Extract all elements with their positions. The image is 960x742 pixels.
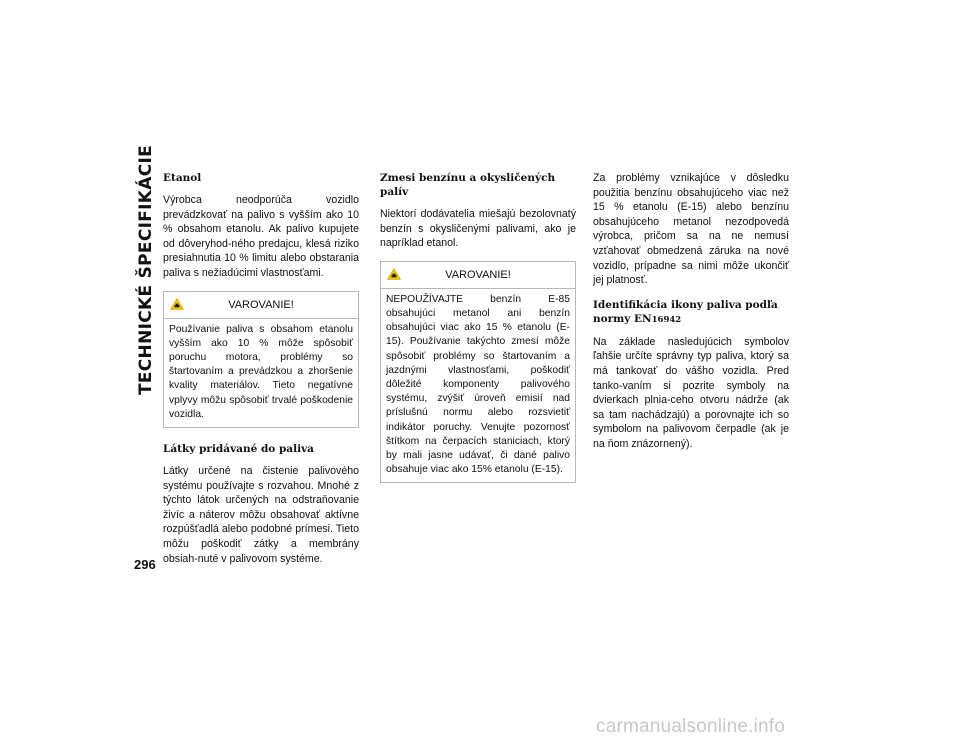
- warning-text: NEPOUŽÍVAJTE benzín E-85 obsahujúci metanol ani benzín obsahujúci viac ako 15 % etanolu (E-15). Používanie takýchto zmesí môže spôsobiť problémy so štartovaním a jazdnými vlastnosťami, poškodiť dôležité komponenty palivového systému, zvýšiť úroveň emisií nad príslušnú normu alebo rozsvietiť indikátor poruchy. Venujte pozornosť štítkom na čerpacích staniciach, ktorý by mali jasne udávať, či dané palivo obsahuje viac ako 15% etanolu (E-15).: [386, 293, 570, 476]
- heading-etanol: Etanol: [163, 172, 202, 184]
- heading-fuel-icon-norm: 16942: [651, 314, 682, 325]
- page-number: 296: [134, 557, 156, 572]
- heading-blends: Zmesi benzínu a okysličených palív: [380, 172, 556, 198]
- warning-title: VAROVANIE!: [228, 298, 294, 311]
- warning-header: [164, 292, 358, 319]
- column-2: [380, 171, 576, 497]
- heading-fuel-icon: [593, 298, 789, 327]
- paragraph-etanol: Výrobca neodporúča vozidlo prevádzkovať na palivo s vyšším ako 10 % obsahom etanolu. Ak palivo kupujete od dôveryhod-ného predajcu, klesá riziko presiahnutia 10 % limitu alebo obstarania paliva s nežiadúcimi vlastnosťami.: [163, 194, 359, 279]
- warning-car-icon: [170, 298, 184, 310]
- footer-watermark: carmanualsonline.info: [596, 716, 786, 737]
- column-3: [593, 171, 789, 462]
- column-1: [163, 171, 359, 576]
- paragraph-fuel-symbols: Na základe nasledujúcich symbolov ľahšie určíte správny typ paliva, ktorý sa má tankovať do vášho vozidla. Pred tanko-vaním si pozrite symboly na dvierkach plnia-ceho otvoru nádrže (ak sa tam nachádzajú) a porovnajte ich so symbolom na palivovom čerpadle (ak je na ňom znázornený).: [593, 335, 789, 450]
- heading-additives: Látky pridávané do paliva: [163, 442, 314, 455]
- warning-car-icon: [387, 268, 401, 280]
- heading-fuel-icon-text: Identifikácia ikony paliva podľa normy EN: [593, 298, 778, 325]
- paragraph-blends: Niektorí dodávatelia miešajú bezolovnatý benzín s okysličenými palivami, ako je napríklad etanol.: [380, 208, 576, 250]
- warning-header: [381, 262, 575, 289]
- paragraph-additives: Látky určené na čistenie palivového systému používajte s rozvahou. Mnohé z týchto látok určených na odstraňovanie živíc a náterov môžu obsahovať aktívne rozpúšťadlá alebo podobné prímesi. Tieto môžu poškodiť zátky a membrány obsiah-nuté v palivovom systéme.: [163, 464, 359, 565]
- warning-text: Používanie paliva s obsahom etanolu vyšším ako 10 % môže spôsobiť poruchu motora, problémy so štartovaním a prevádzkou a zhoršenie kvality materiálov. Tieto negatívne vplyvy môžu spôsobiť trvalé poškodenie vozidla.: [169, 323, 353, 420]
- section-tab-label: TECHNICKÉ ŠPECIFIKÁCIE: [136, 144, 156, 396]
- warning-box-blends: [380, 261, 576, 484]
- warning-title: VAROVANIE!: [445, 268, 511, 281]
- paragraph-liability: Za problémy vznikajúce v dôsledku použitia benzínu obsahujúceho viac než 15 % etanolu (E-15) alebo benzínu obsahujúceho metanol nezodpovedá výrobca, pričom sa na ne nemusí vzťahovať obmedzená záruka na nové vozidlo, prípadne sa nimi môže ukončiť jej platnosť.: [593, 172, 789, 287]
- warning-box-etanol: [163, 291, 359, 428]
- section-tab: [133, 144, 159, 396]
